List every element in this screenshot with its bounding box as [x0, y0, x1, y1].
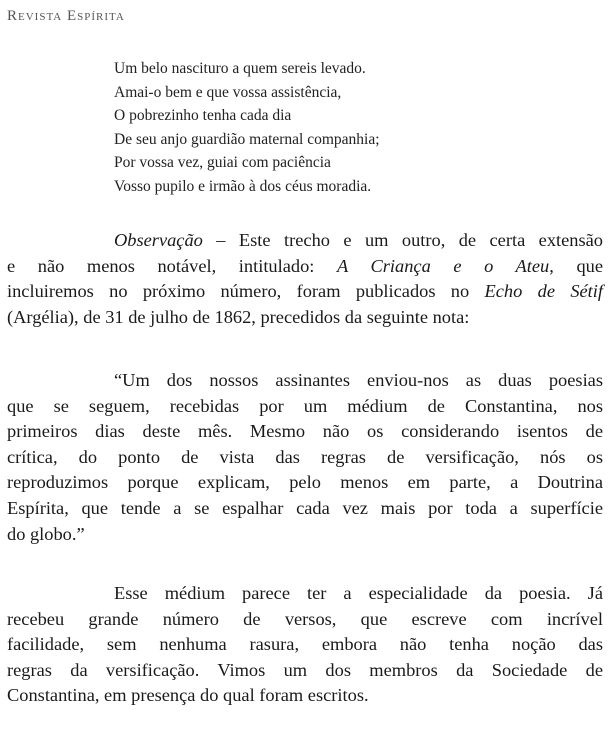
- paragraph-line: crítica, do ponto de vista das regras de versificação, nós os: [7, 446, 603, 467]
- poem-line: De seu anjo guardião maternal companhia;: [114, 130, 380, 148]
- poem-line: Vosso pupilo e irmão à dos céus moradia.: [114, 177, 372, 195]
- paragraph-line: [7, 228, 603, 254]
- paragraph-line: “Um dos nossos assinantes enviou-nos as duas poesias: [114, 370, 603, 390]
- line-text: – Este trecho e um outro, de certa extensão: [202, 230, 603, 250]
- quote-paragraph: [7, 368, 603, 547]
- running-head: Revista Espírita: [7, 8, 125, 24]
- observation-paragraph: [7, 228, 603, 330]
- paragraph-line: reproduzimos porque explicam, pelo menos em parte, a Doutrina: [7, 472, 603, 493]
- paragraph-line: [7, 279, 603, 305]
- paragraph-line: do globo.”: [7, 523, 85, 544]
- poem-line: Por vossa vez, guiai com paciência: [114, 154, 331, 171]
- paragraph-line: Esse médium parece ter a especialidade da poesia. Já: [114, 583, 603, 603]
- poem-line: Um belo nascituro a quem sereis levado.: [114, 60, 366, 77]
- paragraph-line: facilidade, sem nenhuma rasura, embora não tenha noção das: [7, 634, 603, 655]
- paragraph-line: Constantina, em presença do qual foram escritos.: [7, 685, 369, 706]
- paragraph-line: (Argélia), de 31 de julho de 1862, precedidos da seguinte nota:: [7, 306, 470, 327]
- paragraph-line: primeiros dias deste mês. Mesmo não os considerando isentos de: [7, 421, 603, 442]
- paragraph-line: Espírita, que tende a se espalhar cada vez mais por toda a superfície: [7, 497, 603, 518]
- paragraph-line: regras da versificação. Vimos um dos membros da Sociedade de: [7, 659, 603, 680]
- work-title: A Criança e o Ateu: [337, 255, 550, 276]
- line-text: incluiremos no próximo número, foram publicados no: [7, 281, 485, 302]
- medium-paragraph: [7, 581, 603, 709]
- paragraph-line: que se seguem, recebidas por um médium de Constantina, nos: [7, 395, 603, 416]
- observation-label: Observação: [114, 230, 203, 250]
- line-text: e não menos notável, intitulado:: [7, 255, 337, 276]
- poem-line: Amai-o bem e que vossa assistência,: [114, 83, 342, 101]
- poem-line: O pobrezinho tenha cada dia: [114, 107, 292, 124]
- poem-stanza: [114, 57, 380, 198]
- paragraph-line: recebeu grande número de versos, que escreve com incrível: [7, 608, 603, 629]
- paragraph-line: [7, 254, 603, 280]
- line-text: , que: [549, 255, 604, 276]
- newspaper-title: Echo de Sétif: [484, 281, 603, 302]
